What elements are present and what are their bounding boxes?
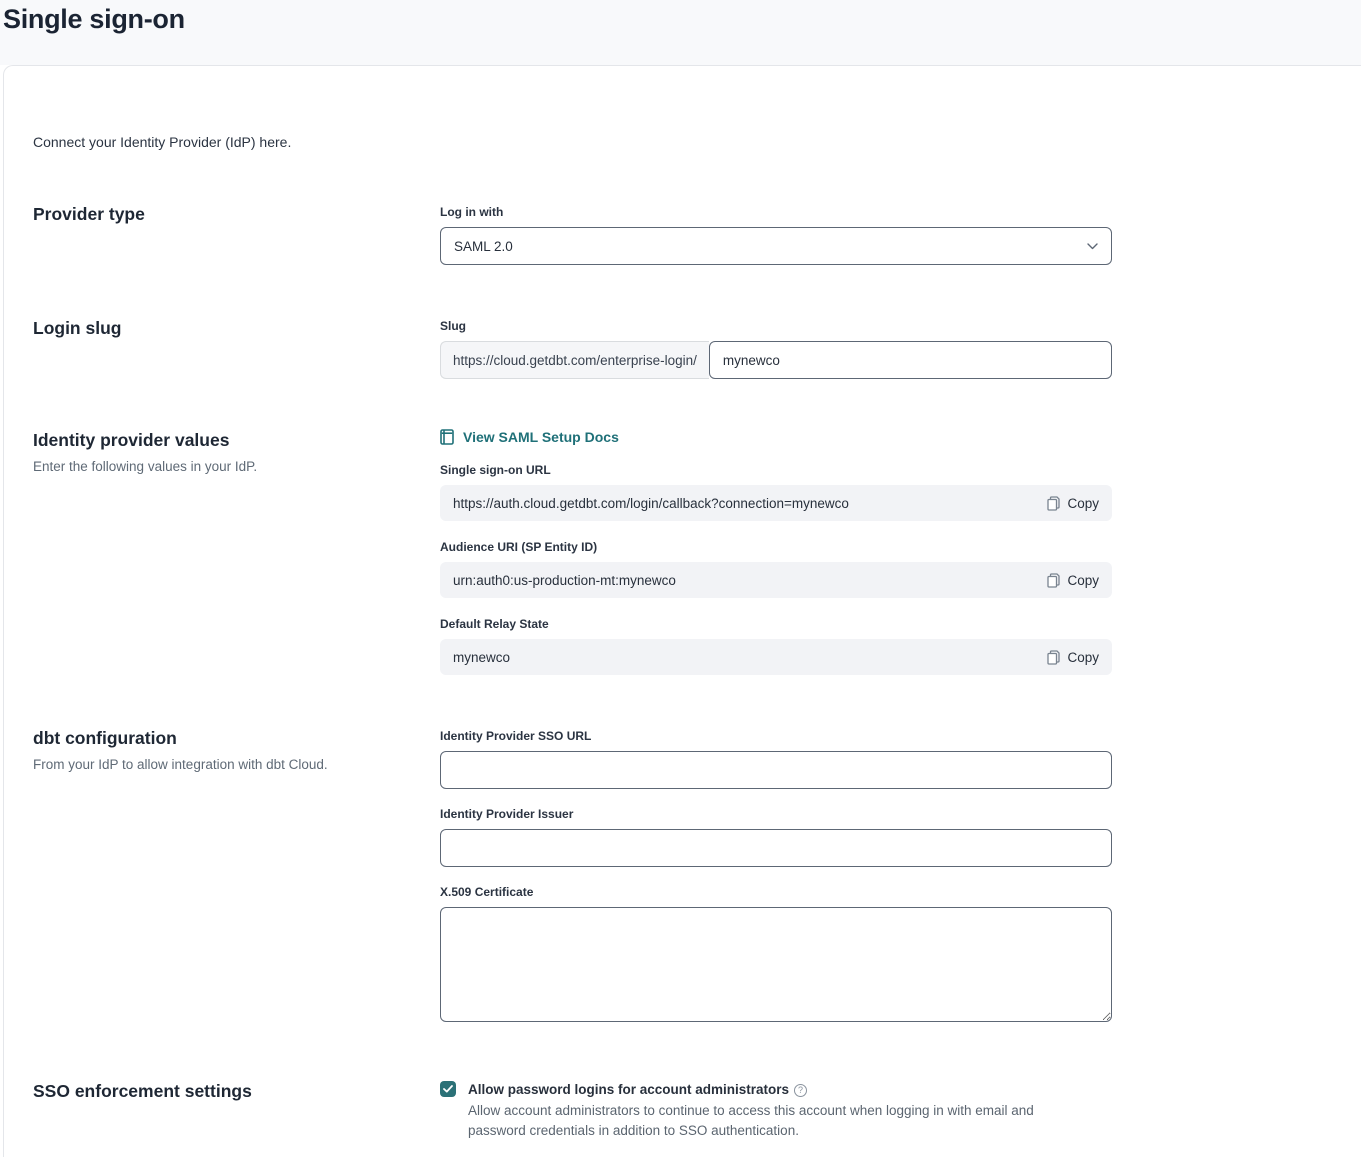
- intro-text: Connect your Identity Provider (IdP) here.: [33, 134, 292, 150]
- copy-icon: [1047, 496, 1060, 511]
- slug-url-prefix: https://cloud.getdbt.com/enterprise-login/: [440, 341, 709, 379]
- login-with-select[interactable]: [440, 227, 1112, 265]
- saml-docs-link[interactable]: [440, 429, 619, 445]
- saml-docs-link-label: View SAML Setup Docs: [463, 429, 619, 445]
- help-icon[interactable]: ?: [794, 1084, 807, 1097]
- relay-state-copy-button[interactable]: [1047, 650, 1099, 665]
- x509-certificate-textarea[interactable]: [440, 907, 1112, 1022]
- login-with-selected-value: SAML 2.0: [454, 238, 513, 254]
- document-icon: [440, 429, 454, 445]
- allow-password-logins-label-text: Allow password logins for account administrators: [468, 1082, 790, 1097]
- allow-password-logins-label: [468, 1080, 1092, 1099]
- idp-sso-url-label: Identity Provider SSO URL: [440, 729, 592, 743]
- copy-icon: [1047, 573, 1060, 588]
- provider-type-section: [33, 203, 1361, 265]
- dbt-configuration-section: [33, 727, 1361, 1027]
- slug-input[interactable]: [709, 341, 1112, 379]
- idp-values-description: Enter the following values in your IdP.: [33, 459, 258, 474]
- audience-uri-field: [440, 562, 1112, 598]
- page-header: [0, 0, 1361, 65]
- sso-url-field: [440, 485, 1112, 521]
- allow-password-logins-row: [440, 1080, 1112, 1141]
- sso-enforcement-heading: SSO enforcement settings: [33, 1081, 252, 1101]
- audience-uri-copy-button[interactable]: [1047, 573, 1099, 588]
- dbt-configuration-heading: dbt configuration: [33, 728, 177, 748]
- chevron-down-icon: [1087, 243, 1098, 250]
- allow-password-logins-checkbox[interactable]: [440, 1081, 456, 1097]
- sso-enforcement-section: [33, 1080, 1361, 1141]
- login-with-label: Log in with: [440, 205, 504, 219]
- copy-button-label: Copy: [1067, 649, 1099, 665]
- settings-card: [3, 65, 1361, 1157]
- idp-issuer-input[interactable]: [440, 829, 1112, 867]
- page-title: Single sign-on: [3, 4, 185, 34]
- dbt-configuration-description: From your IdP to allow integration with dbt Cloud.: [33, 757, 328, 772]
- copy-button-label: Copy: [1067, 572, 1099, 588]
- audience-uri-label: Audience URI (SP Entity ID): [440, 540, 598, 554]
- x509-certificate-label: X.509 Certificate: [440, 885, 534, 899]
- sso-url-value: https://auth.cloud.getdbt.com/login/callback?connection=mynewco: [453, 495, 849, 511]
- login-slug-section: [33, 317, 1361, 379]
- copy-button-label: Copy: [1067, 495, 1099, 511]
- idp-sso-url-input[interactable]: [440, 751, 1112, 789]
- check-icon: [443, 1085, 453, 1093]
- sso-url-copy-button[interactable]: [1047, 496, 1099, 511]
- provider-type-heading: Provider type: [33, 204, 145, 224]
- idp-issuer-label: Identity Provider Issuer: [440, 807, 574, 821]
- slug-label: Slug: [440, 319, 466, 333]
- idp-values-section: [33, 429, 1361, 675]
- relay-state-value: mynewco: [453, 649, 511, 665]
- idp-values-heading: Identity provider values: [33, 430, 230, 450]
- audience-uri-value: urn:auth0:us-production-mt:mynewco: [453, 572, 676, 588]
- login-slug-heading: Login slug: [33, 318, 122, 338]
- relay-state-field: [440, 639, 1112, 675]
- sso-url-label: Single sign-on URL: [440, 463, 551, 477]
- slug-input-group: [440, 341, 1112, 379]
- allow-password-logins-description: Allow account administrators to continue to access this account when logging in with email and password credentials in addition to SSO authentication.: [468, 1103, 1034, 1138]
- relay-state-label: Default Relay State: [440, 617, 549, 631]
- copy-icon: [1047, 650, 1060, 665]
